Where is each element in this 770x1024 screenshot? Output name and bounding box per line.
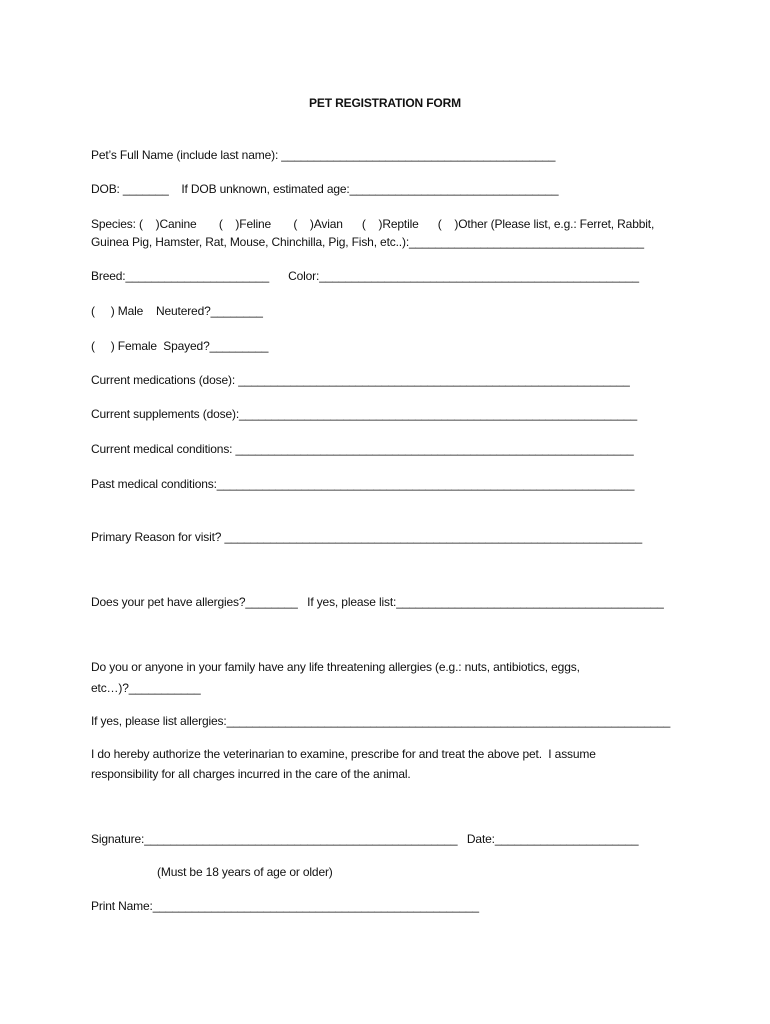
primary-reason-field[interactable]: Primary Reason for visit? ________________________________________________________________ [91,530,642,544]
pet-name-field[interactable]: Pet’s Full Name (include last name): __________________________________________ [91,148,556,162]
medical-conditions-field[interactable]: Current medical conditions: _____________________________________________________________ [91,442,634,456]
list-allergies-field[interactable]: If yes, please list allergies:____________________________________________________________________ [91,714,671,728]
species-options[interactable]: Species: ( )Canine ( )Feline ( )Avian ( )Reptile ( )Other (Please list, e.g.: Ferret, Rabbit, [91,217,655,231]
family-allergies-field[interactable]: etc…)?___________ [91,681,201,695]
dob-field[interactable]: DOB: _______ If DOB unknown, estimated age:________________________________ [91,182,559,196]
past-conditions-field[interactable]: Past medical conditions:________________________________________________________________ [91,477,635,491]
pet-allergies-field[interactable]: Does your pet have allergies?________ If yes, please list:_________________________________________ [91,595,664,609]
supplements-field[interactable]: Current supplements (dose):_____________________________________________________________ [91,407,637,421]
signature-date-field[interactable]: Signature:________________________________________________ Date:______________________ [91,832,639,846]
age-note: (Must be 18 years of age or older) [157,865,333,879]
print-name-field[interactable]: Print Name:__________________________________________________ [91,899,479,913]
male-neutered-field[interactable]: ( ) Male Neutered?________ [91,304,263,318]
authorization-text-2: responsibility for all charges incurred in the care of the animal. [91,767,411,781]
authorization-text-1: I do hereby authorize the veterinarian to examine, prescribe for and treat the above pet. I assume [91,747,596,761]
female-spayed-field[interactable]: ( ) Female Spayed?_________ [91,339,269,353]
medications-field[interactable]: Current medications (dose): ____________________________________________________________ [91,373,630,387]
species-other-field[interactable]: Guinea Pig, Hamster, Rat, Mouse, Chinchilla, Pig, Fish, etc..):____________________________________ [91,235,644,249]
form-title: PET REGISTRATION FORM [309,96,461,110]
family-allergies-question: Do you or anyone in your family have any life threatening allergies (e.g.: nuts, antibiotics, eggs, [91,660,580,674]
breed-color-field[interactable]: Breed:______________________ Color:_________________________________________________ [91,269,639,283]
